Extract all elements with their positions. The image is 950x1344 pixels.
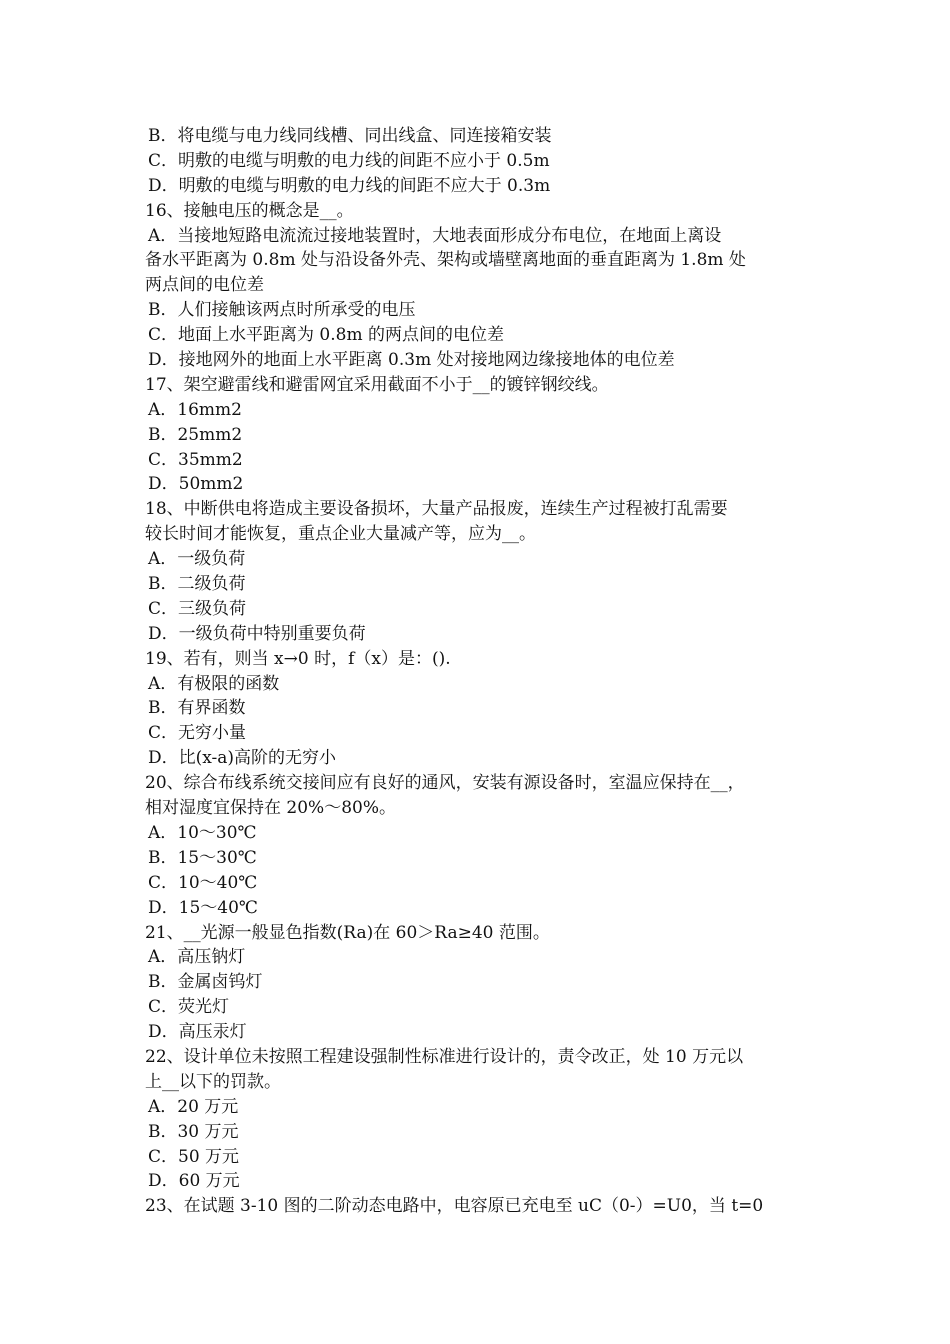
question-text-line: 相对湿度宜保持在 20%～80%。	[145, 798, 396, 819]
answer-option-line: C．50 万元	[148, 1146, 240, 1167]
answer-option-line: C．10～40℃	[148, 872, 258, 893]
answer-option-line: D．比(x-a)高阶的无穷小	[148, 748, 337, 769]
answer-option-line: C．地面上水平距离为 0.8m 的两点间的电位差	[148, 325, 504, 346]
question-text-line: 22、设计单位未按照工程建设强制性标准进行设计的，责令改正，处 10 万元以	[145, 1046, 744, 1067]
answer-option-line: D．50mm2	[148, 474, 244, 495]
answer-option-line: A．高压钠灯	[148, 947, 246, 968]
answer-option-line: B．将电缆与电力线同线槽、同出线盒、同连接箱安装	[148, 126, 552, 146]
answer-option-line: D．高压汞灯	[148, 1022, 247, 1043]
answer-option-line: B．15～30℃	[148, 847, 257, 868]
answer-option-line: C．三级负荷	[148, 598, 247, 619]
answer-option-line: A．20 万元	[148, 1096, 239, 1117]
answer-option-line: D．明敷的电缆与明敷的电力线的间距不应大于 0.3m	[148, 175, 551, 196]
answer-option-line: C．荧光灯	[148, 997, 230, 1018]
answer-option-line: A．16mm2	[148, 399, 242, 420]
question-text-line: 两点间的电位差	[145, 275, 264, 296]
answer-option-line: C．35mm2	[148, 449, 243, 470]
question-text-line: 16、接触电压的概念是__。	[145, 200, 354, 221]
answer-option-line: B．有界函数	[148, 698, 246, 719]
answer-option-line: D．60 万元	[148, 1171, 240, 1192]
answer-option-line: B．二级负荷	[148, 574, 246, 595]
answer-option-line: A．有极限的函数	[148, 673, 280, 694]
question-text-line: 备水平距离为 0.8m 处与沿设备外壳、架构或墙壁离地面的垂直距离为 1.8m 处	[145, 250, 746, 271]
answer-option-line: B．人们接触该两点时所承受的电压	[148, 300, 416, 321]
question-text-line: 23、在试题 3-10 图的二阶动态电路中，电容原已充电至 uC（0-）=U0，当 t=0	[145, 1196, 764, 1217]
question-text-line: 19、若有，则当 x→0 时，f（x）是：().	[145, 648, 451, 669]
question-text-line: 18、中断供电将造成主要设备损坏，大量产品报废，连续生产过程被打乱需要	[145, 499, 728, 520]
answer-option-line: D．15～40℃	[148, 897, 258, 918]
answer-option-line: A．当接地短路电流流过接地装置时，大地表面形成分布电位，在地面上离设	[148, 225, 722, 246]
answer-option-line: C．无穷小量	[148, 723, 247, 744]
question-text-line: 21、__光源一般显色指数(Ra)在 60＞Ra≥40 范围。	[145, 922, 550, 943]
question-text-line: 上__以下的罚款。	[145, 1071, 281, 1092]
document-body	[145, 124, 815, 1219]
question-text-line: 20、综合布线系统交接间应有良好的通风，安装有源设备时，室温应保持在__，	[145, 773, 745, 794]
question-text-line: 较长时间才能恢复，重点企业大量减产等，应为__。	[145, 524, 536, 545]
answer-option-line: D．接地网外的地面上水平距离 0.3m 处对接地网边缘接地体的电位差	[148, 350, 675, 371]
answer-option-line: C．明敷的电缆与明敷的电力线的间距不应小于 0.5m	[148, 150, 550, 171]
answer-option-line: A．10～30℃	[148, 822, 257, 843]
question-text-line: 17、架空避雷线和避雷网宜采用截面不小于__的镀锌钢绞线。	[145, 374, 609, 395]
answer-option-line: B．30 万元	[148, 1121, 239, 1142]
answer-option-line: A．一级负荷	[148, 549, 246, 570]
answer-option-line: D．一级负荷中特别重要负荷	[148, 623, 366, 644]
answer-option-line: B．25mm2	[148, 424, 243, 445]
answer-option-line: B．金属卤钨灯	[148, 972, 263, 993]
